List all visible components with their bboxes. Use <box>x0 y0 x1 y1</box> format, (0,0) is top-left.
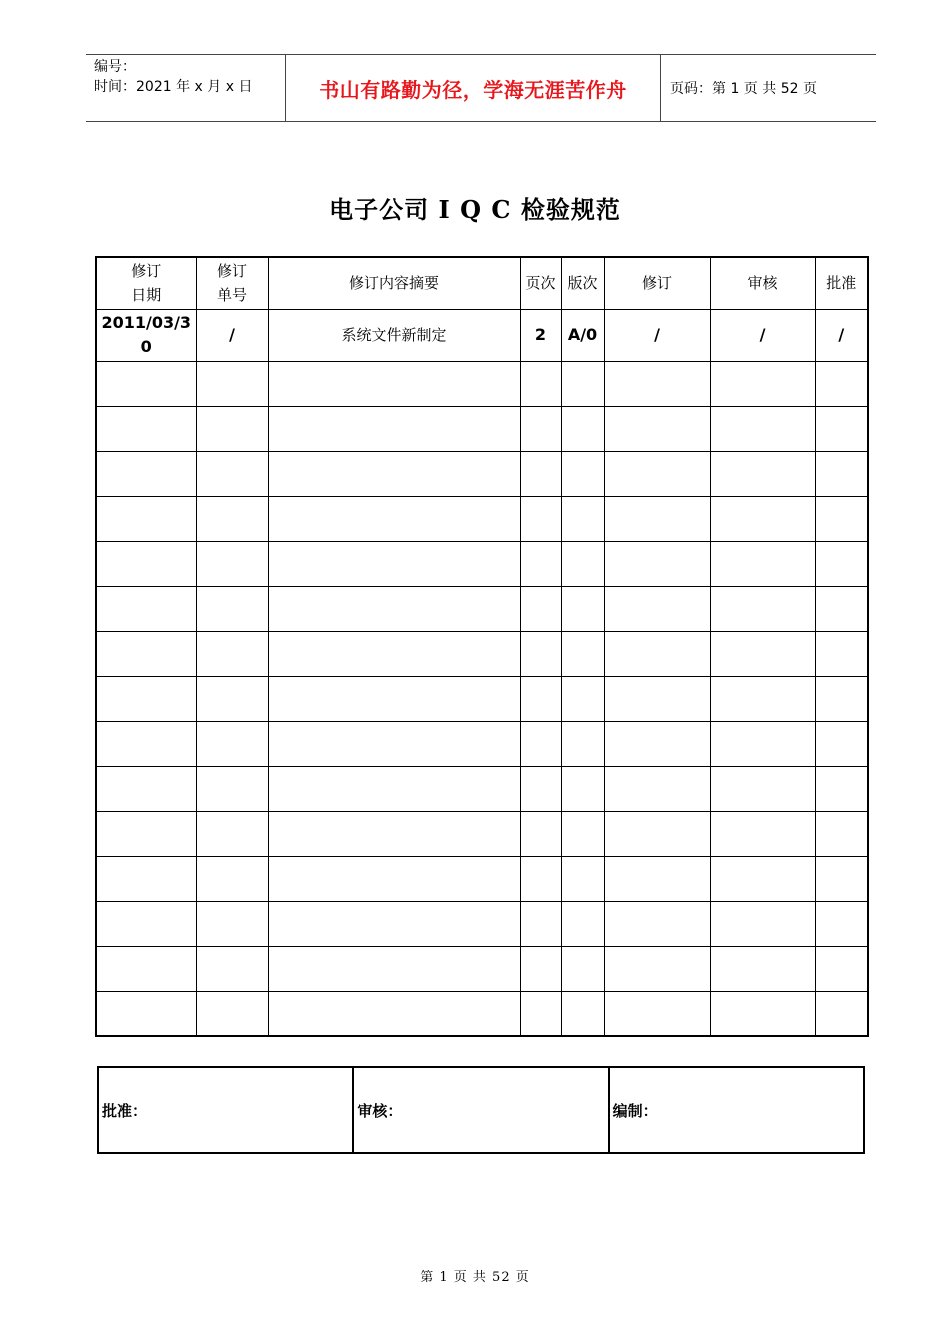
signoff-table <box>97 1066 865 1154</box>
header-version: 版次 <box>561 257 604 309</box>
table-row-empty <box>96 766 868 811</box>
table-row-empty <box>96 586 868 631</box>
cell-doc-no: / <box>196 309 268 361</box>
header-revision-date: 修订 日期 <box>96 257 196 309</box>
table-row-empty <box>96 811 868 856</box>
header-summary: 修订内容摘要 <box>268 257 520 309</box>
table-row-empty <box>96 451 868 496</box>
table-row-empty <box>96 946 868 991</box>
header-revision-number: 修订 单号 <box>196 257 268 309</box>
table-row-empty <box>96 631 868 676</box>
signoff-prepare: 编制： <box>609 1067 864 1153</box>
time-label: 时间：2021 年 x 月 x 日 <box>94 79 253 95</box>
cell-approve: / <box>815 309 868 361</box>
table-row-empty <box>96 856 868 901</box>
table-row-empty <box>96 361 868 406</box>
table-row-empty <box>96 406 868 451</box>
table-row-empty <box>96 721 868 766</box>
table-row <box>96 309 868 361</box>
table-row-empty <box>96 991 868 1036</box>
header-page: 页次 <box>520 257 561 309</box>
cell-version: A/0 <box>561 309 604 361</box>
cell-summary: 系统文件新制定 <box>268 309 520 361</box>
cell-review: / <box>710 309 815 361</box>
number-label: 编号： <box>94 59 136 75</box>
table-row-empty <box>96 676 868 721</box>
page-header <box>86 54 876 122</box>
header-revise: 修订 <box>604 257 710 309</box>
revision-table <box>95 256 869 1037</box>
table-row-empty <box>96 496 868 541</box>
cell-date: 2011/03/3 0 <box>96 309 196 361</box>
table-row-empty <box>96 901 868 946</box>
table-row-empty <box>96 541 868 586</box>
header-motto: 书山有路勤为径，学海无涯苦作舟 <box>286 55 661 121</box>
cell-page: 2 <box>520 309 561 361</box>
table-header-row <box>96 257 868 309</box>
document-title: 电子公司 I Q C 检验规范 <box>329 195 621 224</box>
cell-revise: / <box>604 309 710 361</box>
signoff-review: 审核： <box>353 1067 608 1153</box>
page-footer: 第 1 页 共 52 页 <box>420 1270 530 1285</box>
header-meta <box>86 55 286 121</box>
header-approve: 批准 <box>815 257 868 309</box>
signoff-approve: 批准： <box>98 1067 353 1153</box>
header-review: 审核 <box>710 257 815 309</box>
header-page-info: 页码：第 1 页 共 52 页 <box>670 81 817 97</box>
